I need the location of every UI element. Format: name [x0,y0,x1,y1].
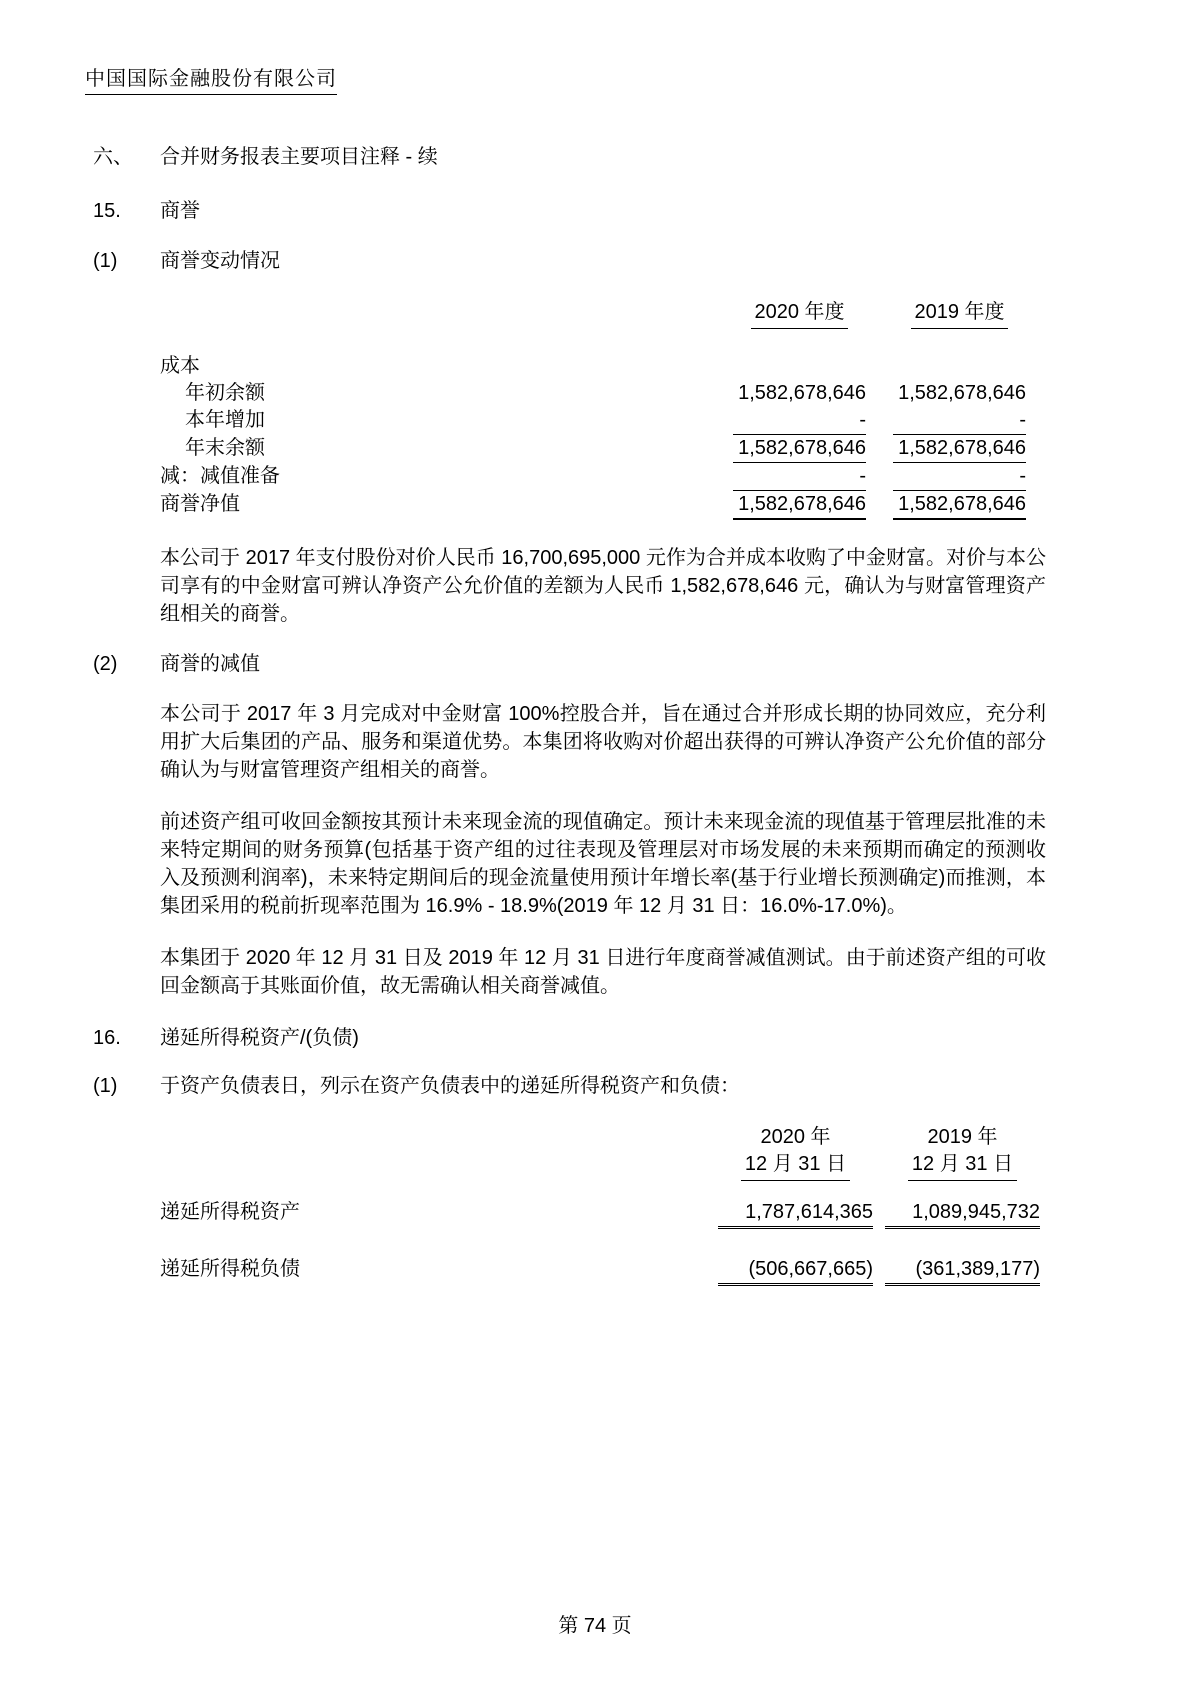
note15-sub1-heading [93,249,1190,273]
deferred-tax-header-line2 [160,1151,1040,1181]
note15-heading [93,199,1190,223]
page-number: 第 74 页 [558,1615,632,1637]
section-number: 六、 [93,146,133,168]
deferred-tax-col-2020-year: 2020 年 [760,1126,831,1148]
goodwill-col-2020-header: 2020 年度 [751,299,847,329]
row-value-2020: - [733,407,866,435]
row-label: 成本 [160,355,200,377]
company-name: 中国国际金融股份有限公司 [85,62,337,95]
table-row [160,1256,1040,1286]
table-row [160,463,1026,491]
deferred-tax-header-spacer [160,1151,718,1181]
note16-title: 递延所得税资产/(负债) [160,1027,359,1049]
row-value-2019: - [893,463,1026,491]
row-value-2019: 1,582,678,646 [893,491,1026,520]
deferred-tax-col-2019-date-cell [885,1151,1040,1181]
note16-sub1-heading [93,1074,1190,1098]
note16-sub1-title: 于资产负债表日，列示在资产负债表中的递延所得税资产和负债： [160,1075,740,1097]
row-value-2019 [893,353,1026,380]
table-row [160,380,1026,407]
note16-sub1-number: (1) [93,1075,118,1097]
section-title: 合并财务报表主要项目注释 - 续 [160,146,438,168]
note15-sub2-number: (2) [93,653,118,675]
deferred-tax-col-2020-date-cell [718,1151,873,1181]
row-value-2020: 1,582,678,646 [738,382,866,404]
goodwill-col-2020-header-cell [733,299,866,329]
row-label: 减：减值准备 [160,465,280,487]
note15-paragraph-1: 本公司于 2017 年支付股份对价人民币 16,700,695,000 元作为合并成本收购了中金财富。对价与本公司享有的中金财富可辨认净资产公允价值的差额为人民币 1,582,678,646 元，确认为与财富管理资产组相关的商誉。 [160,547,1046,625]
deferred-tax-header-line1 [160,1124,1040,1151]
row-value-2020: 1,582,678,646 [733,491,866,520]
note15-sub1-number: (1) [93,250,118,272]
note16-heading [93,1026,1190,1050]
company-header-row [85,62,1190,95]
note15-paragraph-3: 前述资产组可收回金额按其预计未来现金流的现值确定。预计未来现金流的现值基于管理层批准的未来特定期间的财务预算(包括基于资产组的过往表现及管理层对市场发展的未来预期而确定的预测收入及预测利润率)，未来特定期间后的现金流量使用预计年增长率(基于行业增长预测确定)而推测，本集团采用的税前折现率范围为 16.9% - 18.9%(2019 年 12 月 31 日：16.0%-17.0%)。 [160,811,1046,917]
goodwill-col-2019-header-cell [893,299,1026,329]
goodwill-col-2019-header: 2019 年度 [911,299,1007,329]
deferred-tax-col-2019-year: 2019 年 [927,1126,998,1148]
row-value-2019: 1,582,678,646 [893,435,1026,463]
row-value-2019: 1,089,945,732 [885,1199,1040,1229]
row-label: 递延所得税负债 [160,1258,300,1280]
table-row-total [160,491,1026,520]
row-value-2020 [733,353,866,380]
row-value-2020: 1,787,614,365 [718,1199,873,1229]
table-row [160,407,1026,435]
row-label: 商誉净值 [160,493,240,515]
goodwill-table-header-row [160,299,1026,329]
note16-number: 16. [93,1027,121,1049]
note15-sub1-title: 商誉变动情况 [160,250,280,272]
note15-title: 商誉 [160,200,200,222]
table-row [160,1199,1040,1229]
row-value-2019: (361,389,177) [885,1256,1040,1286]
note15-paragraph-2: 本公司于 2017 年 3 月完成对中金财富 100%控股合并，旨在通过合并形成长期的协同效应，充分利用扩大后集团的产品、服务和渠道优势。本集团将收购对价超出获得的可辨认净资产公允价值的部分确认为与财富管理资产组相关的商誉。 [160,703,1046,781]
deferred-tax-table [160,1124,1040,1286]
note15-number: 15. [93,200,121,222]
note15-paragraph-4: 本集团于 2020 年 12 月 31 日及 2019 年 12 月 31 日进行年度商誉减值测试。由于前述资产组的可收回金额高于其账面价值，故无需确认相关商誉减值。 [160,947,1046,997]
row-value-2020: - [733,463,866,491]
row-label: 递延所得税资产 [160,1201,300,1223]
row-value-2020: (506,667,665) [718,1256,873,1286]
note15-sub2-title: 商誉的减值 [160,653,260,675]
row-label: 本年增加 [185,409,265,431]
row-value-2019: 1,582,678,646 [898,382,1026,404]
section-heading [93,145,1190,169]
table-row [160,353,1026,380]
note15-sub2-heading [93,652,1190,676]
table-row [160,435,1026,463]
row-label: 年初余额 [185,382,265,404]
deferred-tax-col-2019-date: 12 月 31 日 [908,1151,1017,1181]
deferred-tax-col-2020-date: 12 月 31 日 [741,1151,850,1181]
deferred-tax-header-spacer [160,1124,718,1151]
row-value-2019: - [893,407,1026,435]
goodwill-table-header-spacer [160,299,733,329]
row-label: 年末余额 [185,437,265,459]
row-value-2020: 1,582,678,646 [733,435,866,463]
goodwill-table [160,299,1026,520]
